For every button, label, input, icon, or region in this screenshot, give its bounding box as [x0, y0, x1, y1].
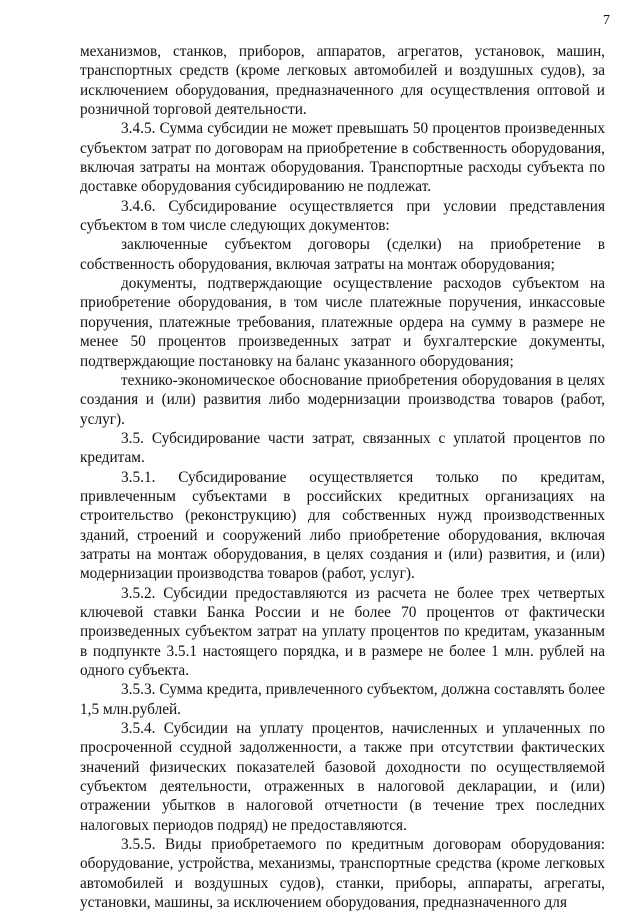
paragraph-continuation: механизмов, станков, приборов, аппаратов, агрегатов, установок, машин, транспортных средств (кроме легковых автомобилей и воздушных судов), за исключением оборудования, предназначенного для осуществления оптовой и розничной торговой деятельности.: [80, 43, 605, 119]
list-item-feasibility-study: технико-экономическое обоснование приобретения оборудования в целях создания и (или) развития либо модернизации производства товаров (работ, услуг).: [80, 371, 605, 428]
list-item-contracts: заключенные субъектом договоры (сделки) на приобретение в собственность оборудования, включая затраты на монтаж оборудования;: [80, 236, 605, 273]
paragraph-3-5-3: 3.5.3. Сумма кредита, привлеченного субъектом, должна составлять более 1,5 млн.рублей.: [80, 681, 605, 718]
paragraph-3-5: 3.5. Субсидирование части затрат, связанных с уплатой процентов по кредитам.: [80, 429, 605, 467]
paragraph-3-5-1: 3.5.1. Субсидирование осуществляется только по кредитам, привлеченным субъектами в российских кредитных организациях на строительство (реконструкцию) для собственных нужд производственных зданий, строений и сооружений либо приобретение оборудования, включая затраты на монтаж оборудования, в целях создания и (или) развития, и (или) модернизации производства товаров (работ, услуг).: [80, 468, 605, 583]
paragraph-3-5-2: 3.5.2. Субсидии предоставляются из расчета не более трех четвертых ключевой ставки Банка России и не более 70 процентов от фактически произведенных субъектом затрат на уплату процентов по кредитам, указанным в подпункте 3.5.1 настоящего порядка, и в размере не более 1 млн. рублей на одного субъекта.: [80, 584, 605, 679]
paragraph-3-5-5: 3.5.5. Виды приобретаемого по кредитным договорам оборудования: оборудование, устройства, механизмы, транспортные средства (кроме легковых автомобилей и воздушных судов), станки, приборы, аппараты, агрегаты, установки, машины, за исключением оборудования, предназначенного для: [80, 836, 605, 912]
list-item-payment-documents: документы, подтверждающие осуществление расходов субъектом на приобретение оборудования, в том числе платежные поручения, инкассовые поручения, платежные требования, платежные ордера на сумму в размере не менее 50 процентов произведенных затрат и бухгалтерские документы, подтверждающие постановку на баланс указанного оборудования;: [80, 275, 605, 370]
paragraph-3-5-4: 3.5.4. Субсидии на уплату процентов, начисленных и уплаченных по просроченной ссудной задолженности, а также при отсутствии фактических значений физических показателей базовой доходности по осуществляемой субъектом деятельности, отраженных в налоговой декларации, и (или) отражении убытков в налоговой отчетности (в течение трех последних налоговых периодов подряд) не предоставляются.: [80, 720, 605, 834]
page-number: 7: [603, 13, 610, 28]
paragraph-3-4-5: 3.4.5. Сумма субсидии не может превышать 50 процентов произведенных субъектом затрат по договорам на приобретение в собственность оборудования, включая затраты на монтаж оборудования. Транспортные расходы субъекта по доставке оборудования субсидированию не подлежат.: [80, 120, 605, 196]
paragraph-3-4-6: 3.4.6. Субсидирование осуществляется при условии представления субъектом в том числе следующих документов:: [80, 197, 605, 235]
document-body: [80, 42, 605, 912]
